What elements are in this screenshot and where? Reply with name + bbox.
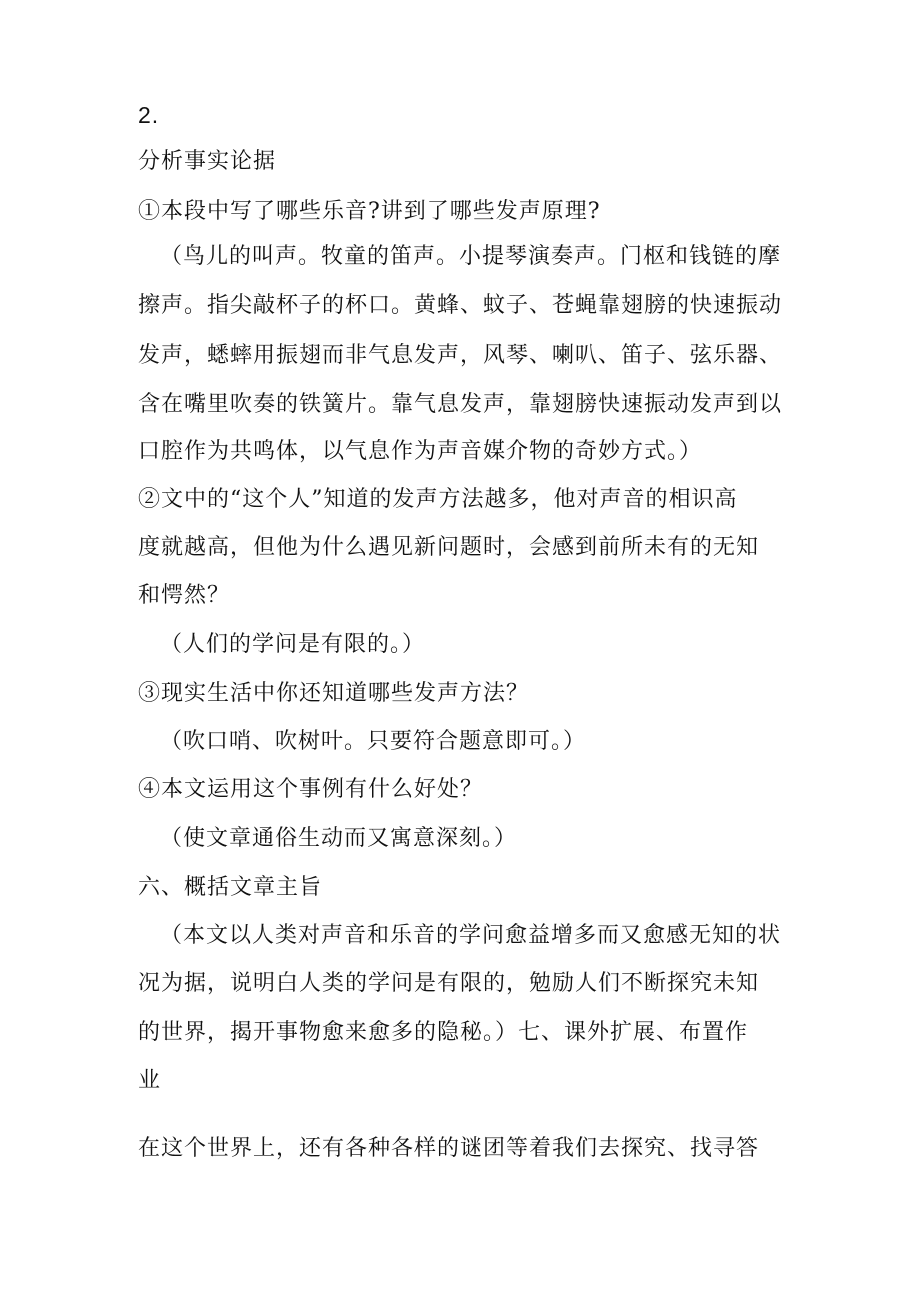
answer-1-line-5: 口腔作为共鸣体，以气息作为声音媒介物的奇妙方式。） xyxy=(138,439,703,464)
question-2-line-3: 和愕然？ xyxy=(138,583,231,608)
summary-line-1: （本文以人类对声音和乐音的学问愈益增多而又愈感无知的状 xyxy=(160,923,782,948)
closing-paragraph: 在这个世界上，还有各种各样的谜团等着我们去探究、找寻答 xyxy=(138,1136,760,1161)
summary-line-2: 况为据，说明白人类的学问是有限的，勉励人们不断探究未知 xyxy=(138,971,760,996)
answer-3: （吹口哨、吹树叶。只要符合题意即可。） xyxy=(160,729,587,754)
question-3: ③现实生活中你还知道哪些发声方法？ xyxy=(138,681,530,706)
summary-line-4: 业 xyxy=(138,1068,162,1093)
answer-1-line-3: 发声，蟋蟀用振翅而非气息发声，风琴、喇叭、笛子、弦乐器、 xyxy=(138,343,783,368)
answer-4: （使文章通俗生动而又寓意深刻。） xyxy=(160,826,518,851)
answer-1-line-4: 含在嘴里吹奏的铁簧片。靠气息发声，靠翅膀快速振动发声到以 xyxy=(138,392,783,417)
heading-analysis: 分析事实论据 xyxy=(138,149,277,174)
answer-1-line-1: （鸟儿的叫声。牧童的笛声。小提琴演奏声。门枢和钱链的摩 xyxy=(160,244,782,269)
question-2-line-1: ②文中的“这个人”知道的发声方法越多，他对声音的相识高 xyxy=(138,487,738,512)
heading-summary: 六、概括文章主旨 xyxy=(138,875,323,900)
summary-line-3: 的世界，揭开事物愈来愈多的隐秘。）七、课外扩展、布置作 xyxy=(138,1020,749,1045)
question-2-line-2: 度就越高，但他为什么遇见新问题时，会感到前所未有的无知 xyxy=(138,535,760,560)
question-4: ④本文运用这个事例有什么好处？ xyxy=(138,777,484,802)
section-number: 2. xyxy=(138,102,160,128)
answer-2: （人们的学问是有限的。） xyxy=(160,632,426,657)
answer-1-line-2: 擦声。指尖敲杯子的杯口。黄蜂、蚊子、苍蝇靠翅膀的快速振动 xyxy=(138,293,783,318)
question-1: ①本段中写了哪些乐音?讲到了哪些发声原理? xyxy=(138,199,601,224)
